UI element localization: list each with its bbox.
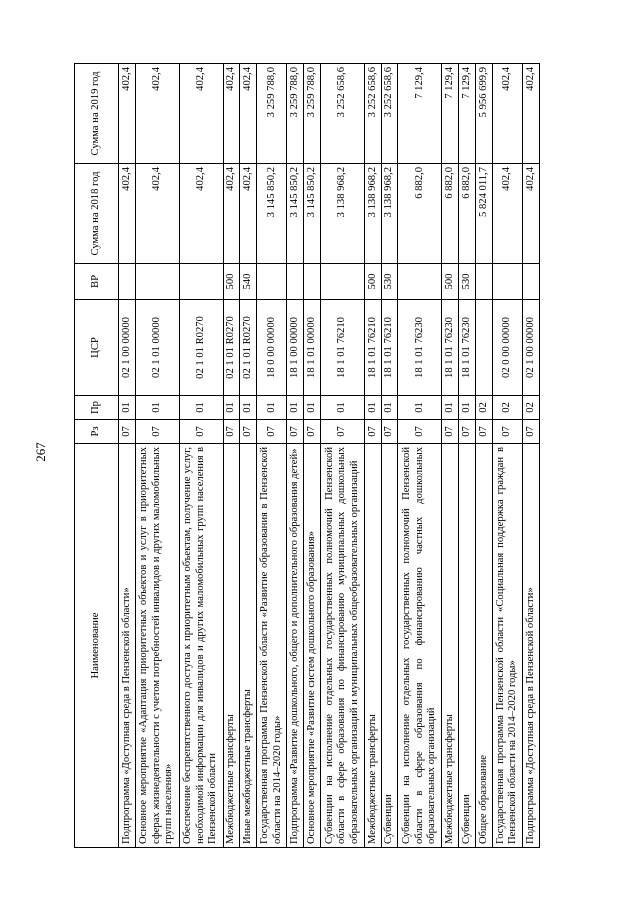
cell-vr: 500 bbox=[442, 264, 459, 300]
cell-csr: 18 1 01 76230 bbox=[398, 300, 442, 396]
cell-sum-2019: 402,4 bbox=[522, 64, 539, 164]
cell-vr bbox=[320, 264, 364, 300]
cell-rz: 07 bbox=[119, 420, 136, 444]
cell-rz: 07 bbox=[381, 420, 398, 444]
cell-sum-2019: 5 956 699,9 bbox=[475, 64, 492, 164]
budget-table bbox=[74, 63, 540, 848]
cell-sum-2019: 3 259 788,0 bbox=[257, 64, 287, 164]
table-row bbox=[398, 64, 442, 848]
cell-sum-2018: 3 138 968,2 bbox=[320, 164, 364, 264]
cell-sum-2018: 3 138 968,2 bbox=[364, 164, 381, 264]
cell-sum-2018: 3 145 850,2 bbox=[257, 164, 287, 264]
cell-sum-2019: 7 129,4 bbox=[459, 64, 476, 164]
cell-pr: 01 bbox=[364, 396, 381, 420]
cell-pr: 02 bbox=[492, 396, 522, 420]
cell-vr bbox=[475, 264, 492, 300]
cell-pr: 01 bbox=[320, 396, 364, 420]
cell-vr bbox=[522, 264, 539, 300]
cell-sum-2019: 3 259 788,0 bbox=[304, 64, 321, 164]
table-row bbox=[475, 64, 492, 848]
cell-csr: 18 1 01 76230 bbox=[442, 300, 459, 396]
cell-sum-2018: 3 145 850,2 bbox=[287, 164, 304, 264]
cell-csr: 02 1 01 R0270 bbox=[240, 300, 257, 396]
cell-sum-2019: 7 129,4 bbox=[398, 64, 442, 164]
cell-pr: 01 bbox=[257, 396, 287, 420]
cell-rz: 07 bbox=[442, 420, 459, 444]
cell-rz: 07 bbox=[492, 420, 522, 444]
cell-vr bbox=[135, 264, 179, 300]
cell-name: Основное мероприятие «Адаптация приоритетных объектов и услуг в приоритетных сферах жизнедеятельности с учетом потребностей инвалидов и других маломобильных групп населения» bbox=[135, 444, 179, 848]
cell-rz: 07 bbox=[398, 420, 442, 444]
cell-sum-2019: 3 252 658,6 bbox=[320, 64, 364, 164]
cell-name: Межбюджетные трансферты bbox=[442, 444, 459, 848]
cell-rz: 07 bbox=[257, 420, 287, 444]
cell-rz: 07 bbox=[240, 420, 257, 444]
cell-sum-2018: 402,4 bbox=[223, 164, 240, 264]
cell-sum-2018: 6 882,0 bbox=[442, 164, 459, 264]
table-row bbox=[179, 64, 223, 848]
cell-vr bbox=[304, 264, 321, 300]
cell-rz: 07 bbox=[475, 420, 492, 444]
cell-name: Субвенции bbox=[459, 444, 476, 848]
cell-sum-2019: 402,4 bbox=[240, 64, 257, 164]
cell-pr: 01 bbox=[381, 396, 398, 420]
cell-csr bbox=[475, 300, 492, 396]
cell-sum-2018: 402,4 bbox=[179, 164, 223, 264]
cell-pr: 01 bbox=[135, 396, 179, 420]
cell-sum-2019: 402,4 bbox=[179, 64, 223, 164]
cell-rz: 07 bbox=[364, 420, 381, 444]
cell-sum-2019: 3 252 658,6 bbox=[364, 64, 381, 164]
cell-sum-2018: 402,4 bbox=[135, 164, 179, 264]
cell-name: Субвенции на исполнение отдельных государственных полномочий Пензенской области в сфере образования по финансированию муниципальных дошкольных образовательных организаций и муниципальных общеобразовательных организаций bbox=[320, 444, 364, 848]
table-row bbox=[119, 64, 136, 848]
table-body bbox=[119, 64, 540, 848]
cell-csr: 18 1 01 76230 bbox=[459, 300, 476, 396]
cell-csr: 02 1 01 R0270 bbox=[223, 300, 240, 396]
table-row bbox=[522, 64, 539, 848]
page-number: 267 bbox=[33, 442, 48, 462]
cell-name: Подпрограмма «Развитие дошкольного, общего и дополнительного образования детей» bbox=[287, 444, 304, 848]
cell-pr: 01 bbox=[287, 396, 304, 420]
cell-rz: 07 bbox=[304, 420, 321, 444]
cell-rz: 07 bbox=[179, 420, 223, 444]
cell-csr: 02 1 01 R0270 bbox=[179, 300, 223, 396]
cell-csr: 18 1 01 76210 bbox=[364, 300, 381, 396]
cell-vr: 530 bbox=[459, 264, 476, 300]
header-sum-2019: Сумма на 2019 год bbox=[75, 64, 119, 164]
cell-csr: 18 1 00 00000 bbox=[287, 300, 304, 396]
budget-table-container bbox=[74, 64, 540, 848]
cell-csr: 18 1 01 76210 bbox=[320, 300, 364, 396]
cell-sum-2019: 402,4 bbox=[223, 64, 240, 164]
cell-name: Государственная программа Пензенской области «Социальная поддержка граждан в Пензенской области на 2014–2020 годы» bbox=[492, 444, 522, 848]
table-row bbox=[320, 64, 364, 848]
cell-vr: 500 bbox=[223, 264, 240, 300]
cell-vr bbox=[398, 264, 442, 300]
cell-sum-2018: 402,4 bbox=[522, 164, 539, 264]
cell-vr: 500 bbox=[364, 264, 381, 300]
cell-pr: 02 bbox=[475, 396, 492, 420]
cell-pr: 01 bbox=[179, 396, 223, 420]
cell-rz: 07 bbox=[320, 420, 364, 444]
cell-sum-2018: 3 138 968,2 bbox=[381, 164, 398, 264]
cell-sum-2018: 6 882,0 bbox=[459, 164, 476, 264]
table-row bbox=[135, 64, 179, 848]
cell-name: Иные межбюджетные трансферты bbox=[240, 444, 257, 848]
cell-pr: 01 bbox=[240, 396, 257, 420]
header-vr: ВР bbox=[75, 264, 119, 300]
cell-rz: 07 bbox=[459, 420, 476, 444]
cell-name: Подпрограмма «Доступная среда в Пензенской области» bbox=[522, 444, 539, 848]
cell-sum-2018: 3 145 850,2 bbox=[304, 164, 321, 264]
header-rz: Рз bbox=[75, 420, 119, 444]
cell-vr: 530 bbox=[381, 264, 398, 300]
table-row bbox=[364, 64, 381, 848]
cell-sum-2019: 402,4 bbox=[135, 64, 179, 164]
cell-sum-2019: 3 252 658,6 bbox=[381, 64, 398, 164]
cell-name: Межбюджетные трансферты bbox=[364, 444, 381, 848]
cell-rz: 07 bbox=[135, 420, 179, 444]
cell-name: Субвенции на исполнение отдельных государственных полномочий Пензенской области в сфере образования по финансированию частных дошкольных образовательных организаций bbox=[398, 444, 442, 848]
table-row bbox=[287, 64, 304, 848]
cell-pr: 01 bbox=[442, 396, 459, 420]
table-row bbox=[442, 64, 459, 848]
cell-vr bbox=[119, 264, 136, 300]
cell-rz: 07 bbox=[522, 420, 539, 444]
cell-vr bbox=[257, 264, 287, 300]
cell-vr bbox=[287, 264, 304, 300]
cell-name: Общее образование bbox=[475, 444, 492, 848]
cell-vr bbox=[179, 264, 223, 300]
table-row bbox=[240, 64, 257, 848]
cell-sum-2018: 5 824 011,7 bbox=[475, 164, 492, 264]
table-row bbox=[304, 64, 321, 848]
cell-sum-2019: 3 259 788,0 bbox=[287, 64, 304, 164]
cell-pr: 01 bbox=[398, 396, 442, 420]
cell-name: Основное мероприятие «Развитие систем дошкольного образования» bbox=[304, 444, 321, 848]
cell-sum-2019: 402,4 bbox=[119, 64, 136, 164]
cell-csr: 02 0 00 00000 bbox=[492, 300, 522, 396]
cell-pr: 01 bbox=[304, 396, 321, 420]
cell-csr: 02 1 00 00000 bbox=[522, 300, 539, 396]
cell-sum-2019: 402,4 bbox=[492, 64, 522, 164]
cell-csr: 18 0 00 00000 bbox=[257, 300, 287, 396]
table-row bbox=[257, 64, 287, 848]
cell-sum-2019: 7 129,4 bbox=[442, 64, 459, 164]
cell-csr: 02 1 00 00000 bbox=[119, 300, 136, 396]
cell-pr: 01 bbox=[459, 396, 476, 420]
cell-pr: 01 bbox=[119, 396, 136, 420]
cell-sum-2018: 402,4 bbox=[240, 164, 257, 264]
cell-name: Обеспечение беспрепятственного доступа к приоритетным объектам, получение услуг, необходимой информации для инвалидов и других маломобильных групп населения в Пензенской области bbox=[179, 444, 223, 848]
cell-rz: 07 bbox=[287, 420, 304, 444]
table-row bbox=[492, 64, 522, 848]
table-row bbox=[459, 64, 476, 848]
cell-name: Субвенции bbox=[381, 444, 398, 848]
header-csr: ЦСР bbox=[75, 300, 119, 396]
cell-rz: 07 bbox=[223, 420, 240, 444]
cell-csr: 02 1 01 00000 bbox=[135, 300, 179, 396]
header-pr: Пр bbox=[75, 396, 119, 420]
table-row bbox=[223, 64, 240, 848]
cell-name: Подпрограмма «Доступная среда в Пензенской области» bbox=[119, 444, 136, 848]
cell-vr: 540 bbox=[240, 264, 257, 300]
header-name: Наименование bbox=[75, 444, 119, 848]
table-row bbox=[381, 64, 398, 848]
cell-sum-2018: 402,4 bbox=[119, 164, 136, 264]
cell-sum-2018: 6 882,0 bbox=[398, 164, 442, 264]
table-header-row bbox=[75, 64, 119, 848]
cell-sum-2018: 402,4 bbox=[492, 164, 522, 264]
cell-name: Межбюджетные трансферты bbox=[223, 444, 240, 848]
cell-pr: 01 bbox=[223, 396, 240, 420]
cell-name: Государственная программа Пензенской области «Развитие образования в Пензенской области на 2014–2020 годы» bbox=[257, 444, 287, 848]
cell-pr: 02 bbox=[522, 396, 539, 420]
cell-vr bbox=[492, 264, 522, 300]
cell-csr: 18 1 01 00000 bbox=[304, 300, 321, 396]
header-sum-2018: Сумма на 2018 год bbox=[75, 164, 119, 264]
cell-csr: 18 1 01 76210 bbox=[381, 300, 398, 396]
